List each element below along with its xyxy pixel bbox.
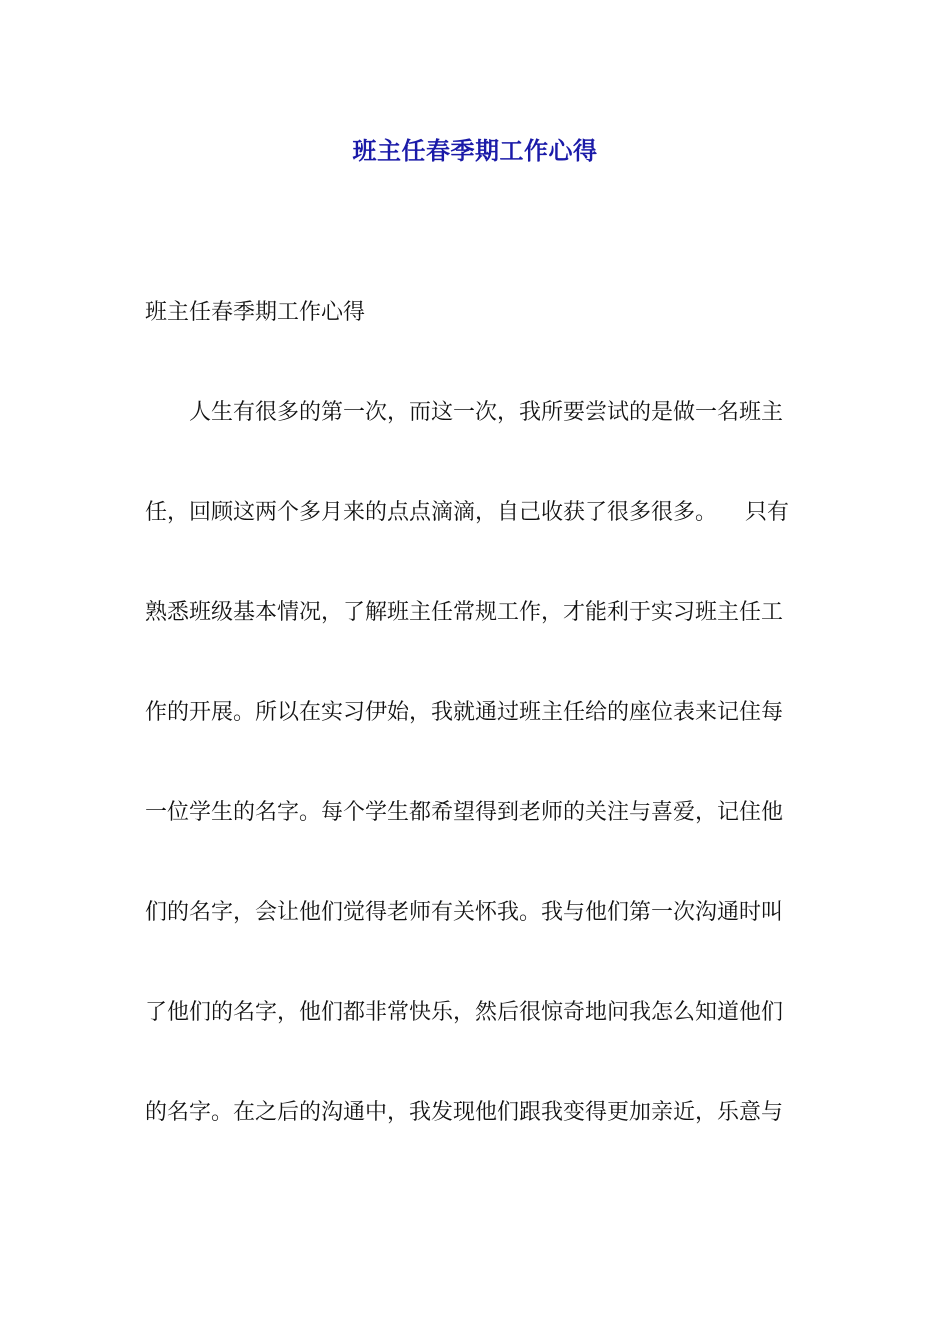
body-paragraph (145, 397, 807, 1197)
document-title: 班主任春季期工作心得 (352, 137, 598, 165)
paragraph-line: 一位学生的名字。每个学生都希望得到老师的关注与喜爱，记住他 (145, 800, 784, 825)
paragraph-line: 熟悉班级基本情况，了解班主任常规工作，才能利于实习班主任工 (145, 600, 784, 625)
paragraph-line: 们的名字，会让他们觉得老师有关怀我。我与他们第一次沟通时叫 (145, 900, 784, 925)
paragraph-line: 作的开展。所以在实习伊始，我就通过班主任给的座位表来记住每 (145, 700, 784, 725)
document-subtitle: 班主任春季期工作心得 (145, 300, 366, 325)
paragraph-line: 人生有很多的第一次，而这一次，我所要尝试的是做一名班主 (189, 400, 784, 425)
paragraph-line: 的名字。在之后的沟通中，我发现他们跟我变得更加亲近，乐意与 (145, 1100, 784, 1125)
paragraph-line: 了他们的名字，他们都非常快乐，然后很惊奇地问我怎么知道他们 (145, 1000, 784, 1025)
paragraph-line: 任，回顾这两个多月来的点点滴滴，自己收获了很多很多。 只有 (145, 500, 789, 525)
